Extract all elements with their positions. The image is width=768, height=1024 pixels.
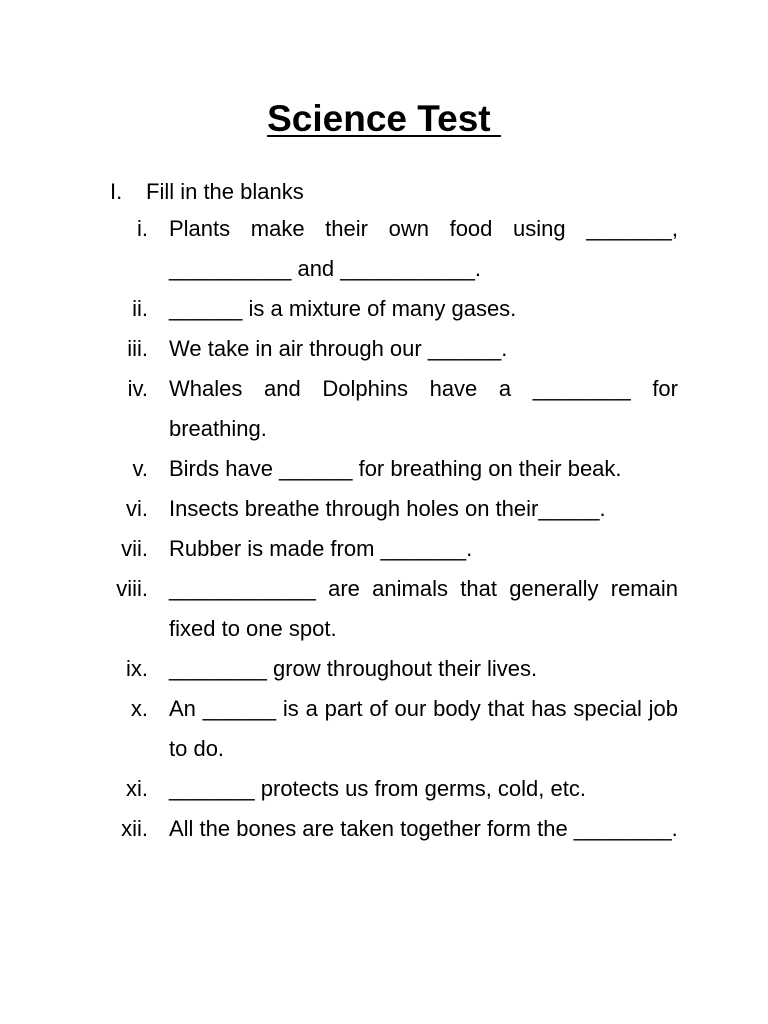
question-text: An ______ is a part of our body that has special job to do. [169,696,678,761]
question-item [90,369,678,449]
question-item [90,489,678,529]
question-item [90,529,678,569]
question-item [90,769,678,809]
question-number: ii. [132,296,148,321]
question-item [90,209,678,289]
question-number: vii. [121,536,148,561]
question-item [90,569,678,649]
question-item [90,689,678,769]
section-title: Fill in the blanks [146,179,304,204]
question-text: We take in air through our ______. [169,336,508,361]
question-text: Plants make their own food using _______, __________ and ___________. [169,216,678,281]
question-number: iii. [127,336,148,361]
section-number: I. [110,179,123,204]
question-number: xi. [126,776,148,801]
question-text: ________ grow throughout their lives. [169,656,538,681]
page-title: Science Test [267,98,501,139]
question-text: Whales and Dolphins have a ________ for breathing. [169,376,678,441]
question-text: Insects breathe through holes on their_____. [169,496,606,521]
question-number: x. [130,696,148,721]
question-number: i. [137,216,148,241]
question-number: xii. [121,816,148,841]
question-text: Birds have ______ for breathing on their beak. [169,456,622,481]
question-number: ix. [126,656,148,681]
question-item [90,649,678,689]
section-heading [110,172,304,212]
question-item [90,289,678,329]
question-text: ____________ are animals that generally remain fixed to one spot. [169,576,678,641]
question-number: iv. [127,376,148,401]
question-number: vi. [126,496,148,521]
question-number: viii. [116,576,148,601]
question-item [90,329,678,369]
question-item [90,809,678,849]
question-item [90,449,678,489]
question-text: ______ is a mixture of many gases. [169,296,517,321]
question-text: Rubber is made from _______. [169,536,473,561]
question-number: v. [132,456,148,481]
question-text: All the bones are taken together form the ________. [169,816,678,841]
question-text: _______ protects us from germs, cold, etc. [169,776,586,801]
question-list [90,209,678,849]
